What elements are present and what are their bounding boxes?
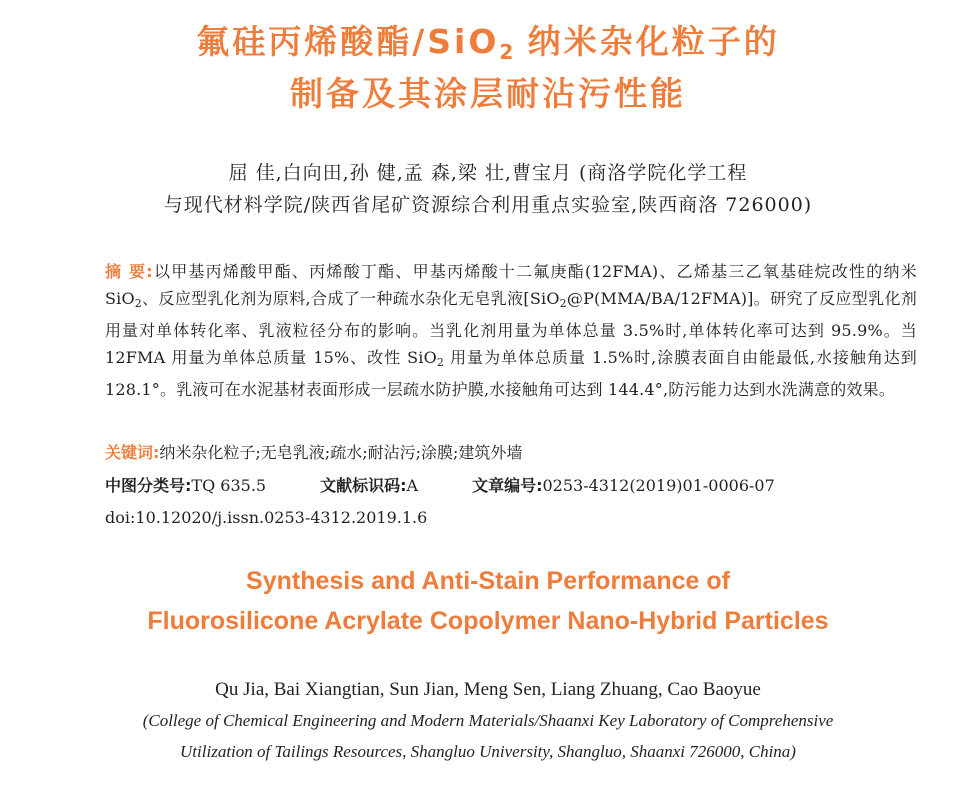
abstract-text: 、反应型乳化剂为原料,合成了一种疏水杂化无皂乳液[SiO	[142, 289, 560, 308]
chinese-affiliation-line: 与现代材料学院/陕西省尾矿资源综合利用重点实验室,陕西商洛 726000)	[163, 194, 813, 216]
article-number-label: 文章编号:	[472, 476, 543, 495]
doi-line: doi:10.12020/j.issn.0253-4312.2019.1.6	[105, 508, 428, 527]
abstract-text: @P(MMA/BA/12FMA)]。研究了反应型乳化剂用量对单体转化率、乳液粒径分布的影响。当乳化剂用量为单体总量 3.5%时,单体转化率可达到 95.9%。当 12FMA 用量为单体总质量 15%、改性 SiO	[105, 289, 917, 367]
chinese-title-subscript: 2	[499, 40, 514, 64]
abstract-subscript: 2	[559, 297, 567, 310]
article-number-value: 0253-4312(2019)01-0006-07	[542, 476, 775, 495]
abstract-label: 摘 要:	[105, 262, 153, 281]
chinese-abstract	[105, 258, 917, 403]
clc-label: 中图分类号:	[105, 476, 192, 495]
abstract-subscript: 2	[436, 356, 445, 369]
chinese-title-part: 纳米杂化粒子的	[513, 22, 780, 61]
english-affiliation-line-1: (College of Chemical Engineering and Modern Materials/Shaanxi Key Laboratory of Comprehensive	[142, 711, 834, 730]
chinese-title-part: 氟硅丙烯酸酯/SiO	[196, 22, 500, 61]
abstract-subscript: 2	[134, 297, 142, 310]
doc-code-label: 文献标识码:	[320, 476, 407, 495]
english-title-line-2: Fluorosilicone Acrylate Copolymer Nano-Hybrid Particles	[147, 607, 829, 635]
chinese-authors-line-1: 屈 佳,白向田,孙 健,孟 森,梁 壮,曹宝月 (商洛学院化学工程	[228, 162, 748, 184]
english-affiliation-line-2: Utilization of Tailings Resources, Shangluo University, Shangluo, Shaanxi 726000, China)	[180, 742, 796, 761]
chinese-title-line-2: 制备及其涂层耐沾污性能	[290, 74, 686, 113]
doc-code-value: A	[406, 476, 419, 495]
abstract-text: 用量为单体总质量 1.5%时,涂膜表面自由能最低,水接触角达到 128.1°。乳液可在水泥基材表面形成一层疏水防护膜,水接触角可达到 144.4°,防污能力达到水洗满意的效果。	[105, 348, 917, 399]
clc-value: TQ 635.5	[191, 476, 267, 495]
keywords-text: 纳米杂化粒子;无皂乳液;疏水;耐沾污;涂膜;建筑外墙	[159, 443, 523, 462]
keywords-line	[105, 440, 522, 466]
english-title-line-1: Synthesis and Anti-Stain Performance of	[246, 567, 730, 595]
chinese-title-line-1	[0, 22, 976, 72]
english-authors: Qu Jia, Bai Xiangtian, Sun Jian, Meng Sen, Liang Zhuang, Cao Baoyue	[215, 679, 761, 700]
classification-line	[105, 473, 775, 499]
keywords-label: 关键词:	[105, 443, 160, 462]
abstract-text: 以甲基丙烯酸甲酯、丙烯酸丁酯、甲基丙烯酸十二氟庚酯(12FMA)、乙烯基三乙氧基硅烷改性的纳米 SiO	[105, 262, 917, 308]
